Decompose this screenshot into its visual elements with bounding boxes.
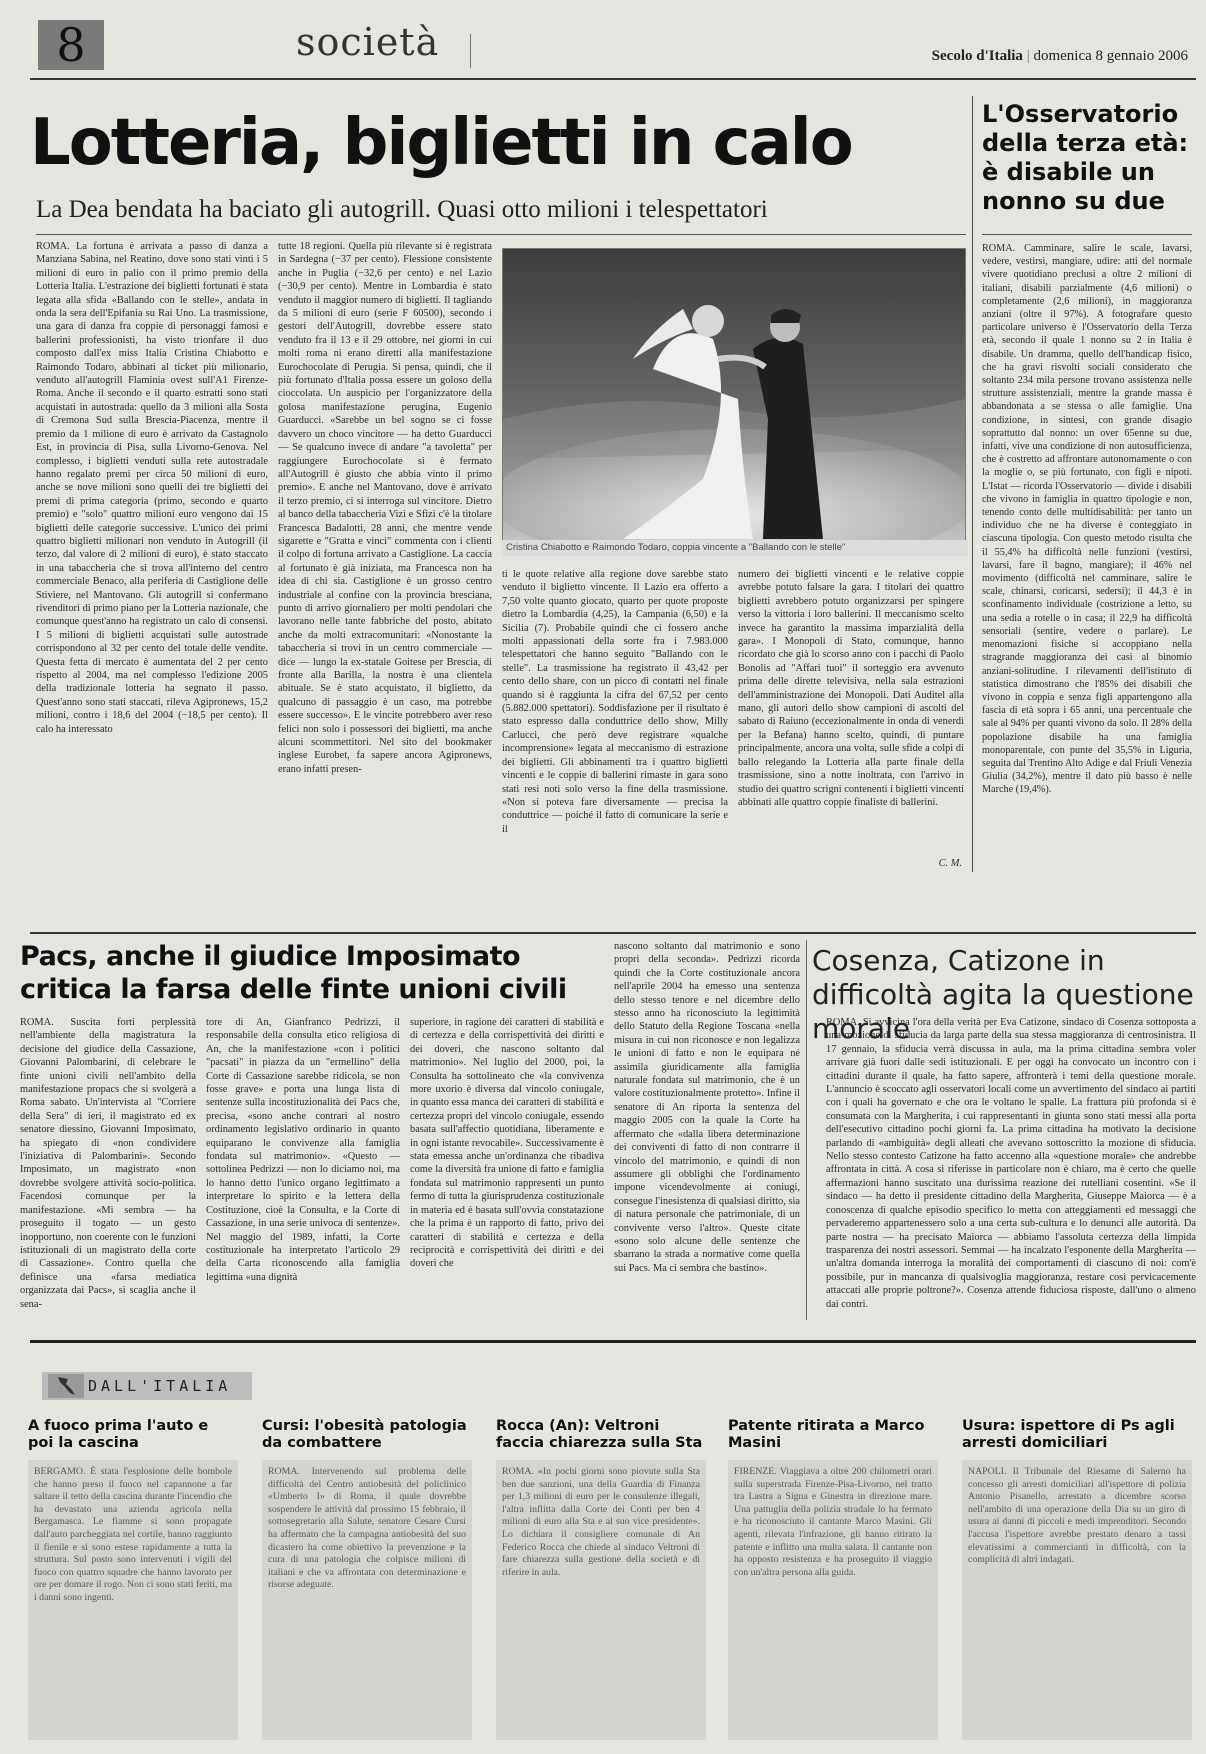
lead-rule (36, 234, 966, 235)
brief-4-headline: Patente ritirata a Marco Masini (728, 1418, 925, 1451)
pacs-column-4 (614, 940, 800, 1316)
lead-text-2: tutte 18 regioni. Quella più rilevante si è registrata in Sardegna (−37 per cento). Flessione consistente anche in Puglia (−32,6 per cento) e nel Lazio (−30,9 per cento). Mentre in Lombardia è stato venduto il maggior numero di biglietti. Il tagliando da 5 milioni di euro (serie F 60500), secondo i gestori dell'Autogrill, dovrebbe essere stato venduto fra il 13 e il 29 ottobre, nei giorni in cui molti roma ni erano diretti alla manifestazione Eurochocolate di Perugia. Si pensa, quindi, che il più fortunato d'Italia possa essere un goloso della cioccolata. Un auspicio per l'organizzatore della golosa manifestazione perugina, Eugenio Guarducci. «Sarebbe un bel sogno se ci fosse davvero un choco vincitore — ha detto Guarducci — Se qualcuno invece di andare "a tavoletta" per raggiungere Eurochocolate si è fermato all'Autogrill è giusto che abbia vinto il primo premio». E anche nel Mantovano, dove è arrivato il terzo premio, ci si interroga sul vincitore. Dietro al banco della tabaccheria Vizi e Sfizi c'è la titolare Francesca Badalotti, 28 anni, che mentre vende sigarette e "Gratta e vinci" commenta con i clienti il colpo di fortuna arrivato a Castiglione. La caccia al fortunato è già iniziata, ma Francesca non ha idea di chi sia. Castiglione è un grosso centro industriale al confine con la provincia bresciana, punto di arrivo giornaliero per molti pendolari che lavorano nelle tante fabbriche del posto, abitato anche da molti extracomunitari: «Nonostante la tabaccheria si trovi in un centro commerciale — dice — lungo la ex-statale Goitese per Brescia, di fronte alla Barilla, la nostra è una clientela abituale. Se è stato acquistato, il biglietto, da qualcuno di passaggio è un caso, ma potrebbe essere successo». E le vincite potrebbero aver reso felici non solo i possessori dei biglietti, ma anche alcuni scommettitori. Nel sito del bookmaker inglese Eurobet, fa sapere ancora Agipronews, erano infatti presen- (278, 241, 492, 775)
section-title: società (296, 20, 440, 64)
page-number: 8 (38, 20, 104, 70)
brief-2-headline: Cursi: l'obesità patologia da combattere (262, 1418, 467, 1451)
photo-caption: Cristina Chiabotto e Raimondo Todaro, coppia vincente a "Ballando con le stelle" (502, 540, 968, 556)
paper-name: Secolo d'Italia (931, 48, 1023, 64)
lead-text-4: numero dei biglietti vincenti e le relative coppie avrebbe potuto falsare la gara. I titolari dei quattro biglietti avrebbero potuto organizzarsi per spingere verso la vittoria i loro ballerini. Il meccanismo scelto invece ha garantito la massima imparzialità della gara». I Monopoli di Stato, comunque, hanno ricordato che già lo scorso anno con i pacchi di Paolo Bonolis ad "Affari tuoi" il sorteggio era avvenuto prima delle dirette televisiva, nella sala estrazioni dell'amministrazione dei Monopoli. Dati Auditel alla mano, gli autori dello show campioni di ascolti del sabato di Raiuno (eccezionalmente in onda di venerdì per la Befana) hanno scelto, quindi, di puntare principalmente, ancora una volta, sulle sfide a colpi di ballo relegando la Lotteria alla parte finale della trasmissione, sino a notte inoltrata, con l'arrivo in studio dei quattro scrigni contenenti i biglietti vincenti abbinati alle quattro coppie finaliste di ballerini. (738, 569, 964, 808)
lead-column-1 (36, 240, 268, 870)
pacs-text-1: ROMA. Suscita forti perplessità nell'ambiente della magistratura la decisione del giudice della Cassazione, Giovanni Palombarini, di celebrare le finte unioni civili nell'ambito della manifestazione propacs che si svolgerà a Roma sabato. Un'intervista al "Corriere della Sera" di ieri, il magistrato ed ex senatore diessino, Giovanni Imposimato, ha spiegato di «non condividere l'iniziativa di Palombarini». Secondo Imposimato, un magistrato «non dovrebbe svolgere attività socio-politica. Facendosi comunque per la manifestazione. «Mi sembra — ha proseguito il togato — un gesto inopportuno, non coerente con le funzioni istituzionali di un magistrato della corte di Cassazione». Contro quella che definisce una «farsa mediatica organizzata dai Pacs», si scaglia anche il sena- (20, 1017, 196, 1310)
cosenza-text: ROMA. Si avvicina l'ora della verità per Eva Catizone, sindaco di Cosenza sottoposta a una mozione di sfiducia da larga parte della sua stessa maggioranza di centrosinistra. Il 17 gennaio, la sfiducia verrà discussa in aula, ma la prima cittadina sembra voler arrivare già fuori dalle sedi istituzionali. E per oggi ha convocato un incontro con i cittadini durante il quale, ha fatto sapere, affronterà i temi della questione morale. L'annuncio è scoccato agli osservatori locali come un avvertimento del sindaco ai partiti con i quali ha governato e che ora le voltano le spalle. La frattura più profonda si è consumata con la Margherita, i cui rappresentanti in giunta sono stati messi alla porta dell'esecutivo cittadino pochi giorni fa. La prima cittadina ha motivato la decisione parlando di «ambiguità» degli alleati che avevano sottoscritto la mozione di sfiducia. Nello stesso contesto Catizone ha fatto accenno alla «questione morale» che andrebbe affrontata in città. A cosa si riferisse in particolare non è chiaro, ma è certo che quelle affermazioni hanno suscitato una durissima reazione dei rutelliani cosentini. «Se il sindaco — ha detto il presidente cittadino della Margherita, Giuseppe Maiorca — è a conoscenza di qualche episodio specifico lo metta con atteggiamenti ed messaggi che pervaderemo appartenessero solo a una certa sub-cultura e lo denunci alle autorità. Da parte nostra — ha precisato Maiorca — abbiamo l'assoluta certezza della limpida trasparenza dei nostri assessori. Semmai — ha incalzato l'esponente della Margherita — un'altra domanda interroga la moralità dei comportamenti di ciascuno di noi: com'è possibile, pur in mancanza di qualsivoglia maggioranza, restare così pervicacemente attaccati alle proprie poltrone?». Cosenza attende fiduciosa risposte, dall'uno o almeno dai contri. (826, 1017, 1196, 1310)
header-rule (30, 78, 1196, 80)
pacs-column-3 (410, 1016, 604, 1316)
dancers-photo (502, 248, 966, 550)
pacs-text-4: nascono soltanto dal matrimonio e sono propri della seconda». Pedrizzi ricorda quindi che la Corte costituzionale ancora nell'aprile 2004 ha emesso una sentenza dello stesso tenore e nel dicembre dello stesso anno ha riconosciuto la legittimità dello Statuto della Regione Toscana «nella misura in cui non riconosce e non legalizza le unioni di fatto e non le equipara né assimila giuridicamente alla famiglia naturale fondata sul matrimonio, che è un valore costituzionalmente protetto». Infine il senatore di An riporta la sentenza del maggio 2005 con la quale la Corte ha affermato che «dalla libera determinazione dei conviventi di fatto di non contrarre il vincolo del matrimonio, e quindi di non assumere gli obblighi che l'ordinamento impone vicendevolmente ai coniugi, consegue l'inesistenza di qualsiasi diritto, sia di natura personale che patrimoniale, di un convivente verso l'altro». Queste citate «sono solo alcune delle sentenze che sbarrano la strada a normative come quella sui Pacs. Ma ci sembra che bastino». (614, 941, 800, 1274)
lead-column-3 (502, 568, 728, 870)
lead-text-1: ROMA. La fortuna è arrivata a passo di danza a Manziana Sabina, nel Reatino, dove sono stati vinti i 5 milioni di euro in palio con il primo premio della Lotteria Italia. L'estrazione dei biglietti fortunati è stata legata alla sfida «Ballando con le stelle», andata in onda la sera dell'Epifania su Rai Uno. La trasmissione, una gara di danza fra coppie di personaggi famosi e ballerini professionisti, ha visto trionfare il duo composto dall'ex miss Italia Cristina Chiabotto e Raimondo Todaro, abbinati al ticket più milionario, venduto all'autogrill Flaminia ovest sull'A1 Firenze-Roma. Anche il secondo e il quarto estratti sono stati acquistati in autostrada: quello da 3 milioni alla Sosta di Cremona Sud sulla Brescia-Piacenza, mentre il premio da 1 milione di euro è arrivato da Castagnolo Est, in provincia di Pisa, sulla Livorno-Genova. Nel complesso, i biglietti venduti sulla rete autostradale hanno regalato premi per circa 50 milioni di euro, anche se nove milioni sono quelli dei tre biglietti dei premi di prima categoria (primo, secondo e quarto premio) e "solo" quattro milioni euro vengono dai 15 biglietti delle categorie successive. L'unico dei primi quattro biglietti milionari non venduto in Autogrill (il terzo, dal valore di 2 milioni di euro), è stato staccato in una tabaccheria che si trova all'interno del centro commerciale Benaco, alla periferia di Castiglione delle Stiviere, nel Mantovano. Gli autogrill si confermano rivenditori di primo piano per la Lotteria nazionale, che comunque quest'anno ha registrato un calo di consensi. I 5 milioni di biglietti acquistati sulle autostrade corrispondono al 32 per cento del totale delle vendite. Questa fetta di mercato è aumentata del 2 per cento rispetto al 2004, ma nel complesso l'edizione 2005 della tradizionale lotteria ha segnato il passo. Quest'anno sono stati staccati, rileva Agipronews, 15,2 milioni, contro i 18,6 del 2004 (−18,5 per cento). Il calo ha interessato (36, 241, 268, 735)
lead-text-3: ti le quote relative alla regione dove sarebbe stato venduto il biglietto vincente. Il Lazio era offerto a 7,50 volte quanto giocato, quarto per quote proposte dietro la Lombardia (4,25), la Campania (6,50) e la Sicilia (7). Probabile quindi che ci fossero anche molti appassionati della sorte fra i 7.983.000 telespettatori che hanno seguito "Ballando con le stelle". La trasmissione ha registrato il 43,42 per cento dello share, con un picco di contatti nel finale quando si è raggiunta la cifra del 67,52 per cento (5.882.000 spettatori). Soddisfazione per il risultato è stato espresso dalla conduttrice dello show, Milly Carlucci, che però deve registrare «qualche incomprensione» legata al meccanismo di estrazione dei biglietti. Gli abbinamenti tra i quattro biglietti vincenti e le coppie di ballerini rimaste in gara sono stati resi noti solo verso la fine della trasmissione. «Non si poteva fare diversamente — precisa la conduttrice — poiché il fatto di comunicare la serie e il (502, 569, 728, 835)
brief-2-body (262, 1460, 472, 1740)
sidebar-text: ROMA. Camminare, salire le scale, lavarsi, vedere, vestirsi, mangiare, udire: atti del normale vivere quotidiano preclusi a oltre 2 milioni di italiani, disabili parzialmente (4,6 milioni) o completamente (2,6 milioni), in maggioranza anziani (oltre il 97%). A fotografare questo particolare universo è l'Osservatorio della Terza età, secondo il quale 1 nonno su 2 in Italia è disabile. Un dramma, quello dell'handicap fisico, che ha gravi risvolti sociali considerato che soltanto 234 mila persone trovano assistenza nelle strutture assistenziali, mentre la grande massa è abbandonata a se stessa o alle famiglie. Una condizione, in sintesi, con grande disagio soprattutto dal nonno: un over 65enne su due, infatti, vive una condizione di non autosufficienza, che è costretto ad affrontare autonomamente o con la moglie o, se più fortunato, con figli e nipoti. L'Istat — ricorda l'Osservatorio — divide i disabili che vivono in famiglia in quattro tipologie e non, tenendo conto delle multidisabilità: per tanto un individuo che ne ha diverse è conteggiato in ciascuna tipologia. Con questo metodo risulta che il 55,4% ha difficoltà nelle funzioni (vestirsi, lavarsi, fare il bagno, mangiare); il 46% nel movimento (difficoltà nel camminare, salire le scale, chinarsi, coricarsi, sedersi); il 44,3 è in sconfinamento individuale (costrizione a letto, su una sedia a rotelle o in casa; il 22,9 ha difficoltà sensoriali (sentire, vedere o parlare). Le menomazioni fisiche si accoppiano nella stragrande maggioranza dei casi al binomio anziani-solitudine. I rilevamenti dell'istituto di statistica dimostrano che l'85% dei disabili che vivono in coppia e senza figli appartengono alla fascia di età sopra i 65 anni, una percentuale che sale al 94% per quanti vivono da solo. Il 28% della popolazione disabile ha una famiglia monoparentale, con punte del 35,5% in Liguria, seguita dal Trentino Alto Adige e dal Friuli Venezia Giulia (34,2%), mentre il dato più basso è nelle Marche (19,4%). (982, 243, 1192, 796)
brief-4-text: FIRENZE. Viaggiava a oltre 200 chilometri orari sulla superstrada Firenze-Pisa-Livorno, nel tratto tra Lastra a Signa e Ginestra in direzione mare. Una pattuglia della polizia stradale lo ha fermato e ha riconosciuto il cantante Marco Masini. Gli agenti, rilevata l'infrazione, gli hanno ritirato la patente e inflitto una multa salata. Il cantante non ha opposto resistenza e ha proseguito il viaggio con un'altra persona alla guida. (734, 1466, 932, 1578)
pacs-column-1 (20, 1016, 196, 1316)
masthead: Secolo d'Italia | domenica 8 gennaio 2006 (931, 48, 1188, 64)
header-divider (470, 34, 471, 68)
lead-column-2 (278, 240, 492, 870)
brief-5-body (962, 1460, 1192, 1740)
brief-1-body (28, 1460, 238, 1740)
sidebar-rule (982, 234, 1192, 235)
pacs-headline: Pacs, anche il giudice Imposimato critica la farsa delle finte unioni civili (20, 941, 567, 1005)
dancers-illustration (503, 249, 965, 549)
brief-5-text: NAPOLI. Il Tribunale del Riesame di Salerno ha concesso gli arresti domiciliari all'ispettore di polizia Antonio Pisanello, arrestato a dicembre scorso nell'ambito di una operazione della Dia su un giro di usura ai danni di piccoli e medi imprenditori. Secondo l'accusa l'ispettore avrebbe prestato denaro a tassi elevatissimi a commercianti in difficoltà, con la complicità di altri indagati. (968, 1466, 1186, 1566)
brief-1-text: BERGAMO. È stata l'esplosione delle bombole che hanno preso il fuoco nel capannone a far saltare il tetto della cascina durante l'incendio che ha devastato una azienda agricola nella Bergamasca. Le fiamme si sono propagate dall'auto parcheggiata nel cortile, hanno raggiunto il fienile e si sono estese rapidamente a tutta la struttura. Sul posto sono intervenuti i vigili del fuoco con quattro squadre che hanno lavorato per ore per domare il rogo. Non ci sono stati feriti, ma i danni sono ingenti. (34, 1466, 232, 1603)
sidebar-column (982, 242, 1192, 870)
brief-2-text: ROMA. Intervenendo sul problema delle difficoltà del Centro antiobesità del policlinico «Umberto I» di Roma, il quale dovrebbe sospendere le attività dal prossimo 15 febbraio, il sottosegretario alla Salute, senatore Cesare Cursi ha affermato che la campagna antiobesità del suo dicastero ha come obiettivo la prevenzione e la cura di una patologia che colpisce milioni di italiani e che va affrontata con determinazione e risorse adeguate. (268, 1466, 466, 1591)
lead-headline: Lotteria, biglietti in calo (30, 106, 852, 180)
brief-3-body (496, 1460, 706, 1740)
issue-date: domenica 8 gennaio 2006 (1033, 48, 1188, 64)
cosenza-headline: Cosenza, Catizone in difficoltà agita la questione morale (812, 944, 1194, 1045)
cosenza-divider (806, 940, 807, 1320)
sidebar-headline: L'Osservatorio della terza età: è disabile un nonno su due (982, 100, 1189, 215)
middle-rule (30, 932, 1196, 934)
briefs-label: DALL'ITALIA (42, 1372, 252, 1400)
brief-4-body (728, 1460, 938, 1740)
sidebar-divider (972, 96, 973, 872)
lead-subtitle: La Dea bendata ha baciato gli autogrill. Quasi otto milioni i telespettatori (36, 196, 768, 223)
brief-3-headline: Rocca (An): Veltroni faccia chiarezza sulla Sta (496, 1418, 703, 1451)
brief-5-headline: Usura: ispettore di Ps agli arresti domiciliari (962, 1418, 1175, 1451)
italy-map-icon (48, 1374, 84, 1398)
brief-1-headline: A fuoco prima l'auto e poi la cascina (28, 1418, 209, 1451)
cosenza-column (826, 1016, 1196, 1316)
pacs-text-2: tore di An, Gianfranco Pedrizzi, il responsabile della consulta etico religiosa di An, che la manifestazione «con i politici "pacsati" in piazza da un "ermellino" della Corte di Cassazione sarebbe ridicola, se non fosse grave» e porta una lunga lista di sentenze sulla incostituzionalità dei Pacs che, precisa, «sono anche contrari al nostro ordinamento legislativo ordinario in quanto equiparano le convivenze alla famiglia fondata sul matrimonio». «Questo — sottolinea Pedrizzi — non lo diciamo noi, ma lo hanno detto l'unico organo legittimato a interpretare lo spirito e la lettera della Costituzione, cioè la Consulta, e la Corte di Cassazione, in una serie univoca di sentenze». Nel maggio del 1989, infatti, la Corte costituzionale ha interpretato l'articolo 29 della Carta riconoscendo alla famiglia legittima «una dignità (206, 1017, 400, 1283)
pacs-text-3: superiore, in ragione dei caratteri di stabilità e di certezza e della corrispettività dei diritti e dei doveri, che nascono soltanto dal matrimonio». Nel luglio del 2000, poi, la Consulta ha sottolineato che «la convivenza more uxorio è diversa dal vincolo coniugale, in quanto essa manca dei caratteri di stabilità e certezza propri del vincolo coniugale, essendo basata sull'affectio quotidiana, liberamente e in ogni istante revocabile». Successivamente è stata emessa anche un'ordinanza che ribadiva come la diversità fra unione di fatto e famiglia fondata sul matrimonio rappresenti un punto fermo di tutta la giurisprudenza costituzionale in materia ed è basata sull'ovvia constatazione che la prima è un rapporto di fatto, privo dei caratteri di stabilità e certezza e della reciprocità e corrispettività dei diritti e dei doveri che (410, 1017, 604, 1270)
lead-signature: C. M. (938, 857, 962, 869)
brief-3-text: ROMA. «In pochi giorni sono piovute sulla Sta ben due sanzioni, una della Guardia di Finanza per 1,3 milioni di euro per le consulenze illegali, l'altra inflitta dalla Corte dei Conti per ben 4 milioni di euro alla Sta e al suo vice presidente». Lo dichiara il consigliere comunale di An Federico Rocca che chiede al sindaco Veltroni di fare chiarezza sulla gestione della società e di riferire in aula. (502, 1466, 700, 1578)
lead-column-4 (738, 568, 964, 870)
briefs-rule (30, 1340, 1196, 1343)
pacs-column-2 (206, 1016, 400, 1316)
